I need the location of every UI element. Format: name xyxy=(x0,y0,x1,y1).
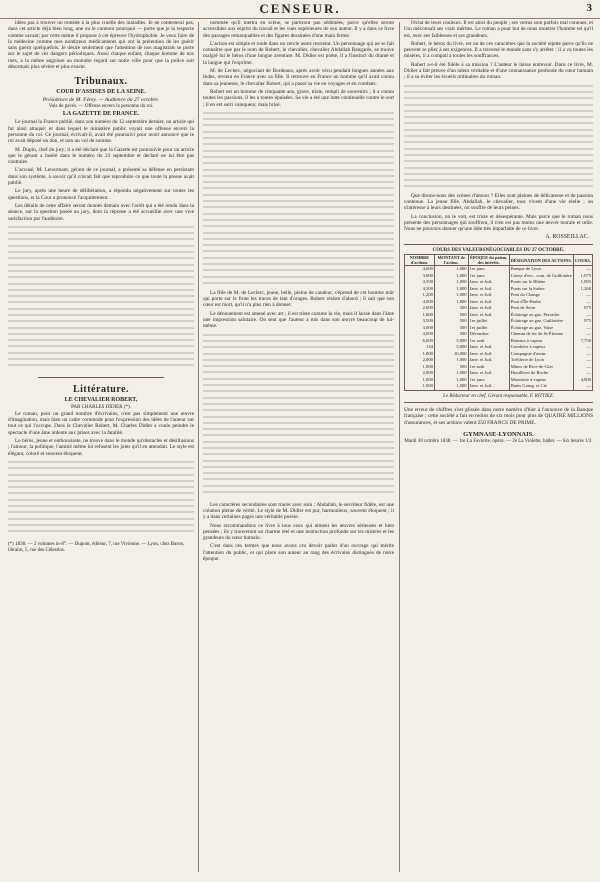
table-header-row xyxy=(405,255,593,266)
table-cell: Pont du Change xyxy=(509,292,573,299)
table-cell: 1er juillet xyxy=(468,318,509,325)
paragraph: M. de Leclerc, négociant de Bordeaux, après avoir vécu pendant longues années aux Indes, revient en France avec sa fille. Il retrouve en France un homme qu'il avait connu dans sa jeunesse, le chevalier Robert, qui a passé sa vie en voyages et en combats. xyxy=(203,68,394,87)
column-1 xyxy=(8,20,194,874)
table-cell: Pont d'Île-Barbe xyxy=(509,299,573,306)
table-cell: Éclairage au gaz, Guillotière xyxy=(509,318,573,325)
table-cell: Mines de Rive-de-Gier xyxy=(509,364,573,371)
paragraph: Le dénouement est amené avec art ; il est triste comme la vie, mais il laisse dans l'âme une impression salutaire. On sent que l'auteur a mis dans son œuvre beaucoup de lui-même. xyxy=(203,310,394,330)
column-2 xyxy=(203,20,394,874)
paragraph: idées pas à trouver un remède à la plus cruelle des maladies. Je ne contesterai pas, dans cet article déjà bien long, une ou le contenir pourquoi — porte que je la respecte comme savant; par cette même il propose à cet épreuve l'hydrophobie. Je veux faire de la médecine comme mes nombreux médicaments qui ont la prétention de les guérir sans guérir quelquefois. Je désire seulement que l'attention de nos magistrats se porte sur le sujet de ces dangers périodiques. Aussi chaque enfant, chaque homme de nos rues, a la même angoisse au moindre regard sur notre ville pour que la police soit désormais plus sévère et plus exacte. xyxy=(8,20,194,71)
table-cell: Janv. et Juil. xyxy=(468,312,509,319)
table-cell: — xyxy=(573,383,592,390)
column-divider xyxy=(399,22,400,872)
table-cell: 4,000 xyxy=(405,331,435,338)
table-cell: — xyxy=(573,312,592,319)
paragraph: nommée qu'il mettra en scène, se partiront pas sédimées, parce qu'elles seront accessibles aux esprits du travail et les vues supérieures de son auteur. Il y a dans ce livre des passages remarquables et des figures dessinées d'une main ferme. xyxy=(203,20,394,39)
table-cell: 5,000 xyxy=(434,338,468,345)
table-cell: 3,500 xyxy=(405,318,435,325)
table-cell: 1er janv. xyxy=(468,273,509,280)
table-cell: 2,000 xyxy=(405,305,435,312)
column-header: NOMBRE d'actions. xyxy=(405,255,435,266)
paragraph: Robert a-t-il été fidèle à sa mission ? L'auteur le laisse entrevoir. Dans ce livre, M. Didier a fait preuve d'un talent véritable et d'une connaissance profonde du cœur humain ; il a su éviter les écueils ordinaires du roman. xyxy=(404,61,593,81)
paragraph: Le héros, jeune et enthousiaste, ne trouve dans le monde qu'obstacles et désillusions ; l'amour, la politique, l'amitié même lui refusent les joies qu'il en attendait. Le style est élégant, coloré et souvent éloquent. xyxy=(8,438,194,457)
table-cell: 1,000 xyxy=(434,377,468,384)
table-cell: 1,600 xyxy=(405,312,435,319)
table-cell: 4,000 xyxy=(405,266,435,273)
paragraph: L'accusé, M. Lenormant, gérant de ce journal, a présenté sa défense en persistant dans son système, à savoir qu'il n'avait fait que reproduire ce que toute la presse avait publié. xyxy=(8,167,194,187)
table-cell: — xyxy=(573,292,592,299)
table-cell: 1,260 xyxy=(573,286,592,293)
paragraph: Le roman, pour un grand nombre d'écrivains, n'est pas simplement une œuvre d'imagination, mais bien un cadre commode pour l'expression des idées de l'auteur sur tout ce qui l'occupe. Dans le Chevalier Robert, M. Charles Didier a voulu peindre le spectacle d'une âme ardente aux prises avec la fatalité. xyxy=(8,410,194,436)
table-cell: 1er janv. xyxy=(468,377,509,384)
gymnase-title: GYMNASE-LYONNAIS. xyxy=(463,431,534,439)
table-cell: 1,200 xyxy=(405,292,435,299)
table-cell: 500 xyxy=(434,331,468,338)
table-cell: Tréfilerie de Lyon xyxy=(509,357,573,364)
table-cell: Janv. et Juil. xyxy=(468,286,509,293)
table-cell: — xyxy=(573,266,592,273)
work-author: PAR CHARLES DIDIER (*). xyxy=(71,404,131,410)
table-cell: 975 xyxy=(573,318,592,325)
table-cell: Pont de Serin xyxy=(509,305,573,312)
table-cell: 7,750 xyxy=(573,338,592,345)
table-cell: 1,075 xyxy=(573,273,592,280)
table-cell: 875 xyxy=(573,305,592,312)
table-cell: — xyxy=(573,357,592,364)
table-cell: Décembre xyxy=(468,331,509,338)
table-cell: — xyxy=(573,325,592,332)
footnote: (*) 1838. — 2 volumes in-8°. — Dupont, éditeur, 7, rue Vivienne. — Lyon, chez Baron, libraire, 5, rue des Célestins. xyxy=(8,541,185,553)
table-cell: Bateaux à vapeur xyxy=(509,338,573,345)
table-cell: 2,000 xyxy=(405,370,435,377)
table-cell: 500 xyxy=(434,318,468,325)
column-header: COURS. xyxy=(573,255,592,266)
column-3 xyxy=(404,20,593,874)
paragraph: Nous recommandons ce livre à tous ceux qui aiment les œuvres sérieuses et bien pensées ; ils y trouveront un charme réel et une instruction profonde sur les misères et les grandeurs du cœur humain. xyxy=(203,522,394,542)
text-filler xyxy=(8,224,194,374)
work-title: LE CHEVALIER ROBERT, xyxy=(64,396,138,403)
table-cell: 1,000 xyxy=(405,364,435,371)
table-cell: Janv. et Juil. xyxy=(468,370,509,377)
paragraph: Robert est un homme de cinquante ans, grave, triste, rempli de souvenirs ; il a connu toutes les passions, il les a toutes épuisées. Sa vie a été une lutte continuelle contre le sort ; il en est sorti vainqueur, mais brisé. xyxy=(203,88,394,108)
table-cell: Janv. et Juil. xyxy=(468,357,509,364)
text-filler xyxy=(203,110,394,290)
table-cell: Janv. et Juil. xyxy=(468,279,509,286)
table-cell: Bains Grang. et Cie xyxy=(509,383,573,390)
table-cell: Chemin de fer de St-Étienne xyxy=(509,331,573,338)
section-title-litterature: Littérature. xyxy=(72,383,130,395)
table-cell: Ponts sur la Saône xyxy=(509,286,573,293)
paragraph: Que dirons-nous des scènes d'amour ? Elles sont pleines de délicatesse et de passion contenue. La jeune fille, Abdallah, le chevalier, tous vivent d'une vie réelle ; on s'intéresse à leurs destinées, on souffre de leurs peines. xyxy=(404,192,593,212)
column-header: DÉSIGNATION DES ACTIONS. xyxy=(509,255,573,266)
table-cell: 500 xyxy=(434,325,468,332)
table-cell: 4,500 xyxy=(405,286,435,293)
table-cell: 4,500 xyxy=(405,279,435,286)
table-cell: Compagnie d'assur. xyxy=(509,351,573,358)
table-cell: Janv. et Juil. xyxy=(468,292,509,299)
table-cell: Janv. et Juil. xyxy=(468,299,509,306)
gymnase-programme: Mardi 30 octobre 1838. — 1re La Favorite, opéra. — 2e La Violette, ballet. — Six heures 1/2. xyxy=(404,439,593,445)
paragraph: Robert, le héros du livre, est un de ces caractères que la société rejette parce qu'ils ne peuvent se plier à ses exigences. Il a traversé le monde sans s'y arrêter ; il a vu toutes les misères, il a compati à toutes les souffrances. xyxy=(404,40,593,60)
table-cell: — xyxy=(573,344,592,351)
paragraph: C'est dans ces termes que nous avons cru devoir parler d'un ouvrage qui mérite l'attention du public, et qui place son auteur au rang des écrivains distingués de notre époque. xyxy=(203,543,394,563)
text-filler xyxy=(203,332,394,502)
table-cell: Janv. et Juil. xyxy=(468,383,509,390)
column-header: MONTANT de l'action. xyxy=(434,255,468,266)
paragraph: Les caractères secondaires sont tracés avec soin ; Abdallah, le serviteur fidèle, est une création pleine de vérité. Le style de M. Didier est pur, harmonieux, souvent éloquent ; il y a dans certaines pages une véritable poésie. xyxy=(203,501,394,521)
table-cell: 3,000 xyxy=(405,325,435,332)
table-cell: — xyxy=(573,370,592,377)
table-cell: 1er janv. xyxy=(468,266,509,273)
column-divider xyxy=(198,22,199,872)
table-cell: 1er août xyxy=(468,364,509,371)
cours-table xyxy=(404,254,593,391)
text-filler xyxy=(8,459,194,539)
table-cell: 1,000 xyxy=(434,266,468,273)
table-cell: 1,000 xyxy=(434,299,468,306)
table-cell: — xyxy=(573,364,592,371)
table-cell: — xyxy=(573,299,592,306)
table-cell: 500 xyxy=(434,305,468,312)
table-cell: Ponts sur le Rhône xyxy=(509,279,573,286)
table-cell: Monitoire à vapeur xyxy=(509,377,573,384)
table-cell: Janv. et Juil. xyxy=(468,344,509,351)
masthead xyxy=(0,0,600,19)
paragraph: La conclusion, on le voit, est triste et désespérante. Mais parce que le roman nous présente des personnages qui souffrent, il n'en est pas moins une œuvre morale et utile. Nous ne pouvons donner qu'une idée très imparfaite de ce livre. xyxy=(404,213,593,233)
table-cell: 500 xyxy=(434,364,468,371)
table-cell: Gondoles à vapeur xyxy=(509,344,573,351)
paragraph: Les détails de cette affaire seront donnés demain avec l'arrêt qui a été rendu dans la séance, sur la question posée au jury, dont la réponse a été accueillie avec une vive satisfaction par l'auditoire. xyxy=(8,202,194,222)
cours-table-body xyxy=(405,266,593,391)
paragraph: L'action est simple et roule dans un cercle assez restreint. Un personnage qui ne se fait connaître que par le nom de Robert, le chevalier, chevalier Abdallah Rangarès, se trouve malgré lui le héros d'une longue aventure. M. Didier est poète, il a l'instinct du drame et la langue qui l'exprime. xyxy=(203,40,394,66)
table-cell: 3,000 xyxy=(405,273,435,280)
table-cell: 4,000 xyxy=(573,377,592,384)
section-title-tribunaux: Tribunaux. xyxy=(74,76,128,88)
table-cell: Houillères de Roche xyxy=(509,370,573,377)
article-signature: A. ROSSEILLAC. xyxy=(545,234,589,241)
table-cell: 1,000 xyxy=(405,383,435,390)
cours-title: COURS DES VALEURSNÉGOCIABLES DU 27 OCTOBRE. xyxy=(432,248,565,254)
column-header: ÉPOQUE du paiem. des intérêts. xyxy=(469,255,508,266)
paragraph: La fille de M. de Leclerc, jeune, belle, pleine de candeur, s'éprend de cet homme mûr qui porte sur le front les traces de tant d'orages. Robert résiste d'abord ; il sait que son cœur est mort, qu'il n'a plus rien à donner. xyxy=(203,289,394,309)
table-cell: 2,000 xyxy=(405,357,435,364)
court-name: COUR D'ASSISES DE LA SEINE. xyxy=(56,89,146,96)
text-filler xyxy=(404,83,593,193)
divider xyxy=(404,244,593,245)
table-cell: 1,000 xyxy=(434,370,468,377)
table-row xyxy=(405,266,593,273)
table-cell: Éclairage au gaz, Perrache xyxy=(509,312,573,319)
table-cell: Éclairage au gaz, Vaise xyxy=(509,325,573,332)
table-cell: 1,800 xyxy=(405,351,435,358)
paragraph: M. Dupin, chef du jury; il a été déclaré que la Gazette est poursuivie pour un article que le gérant a inséré dans le numéro du 23 septembre et déclaré ne lui être pas contraire. xyxy=(8,146,194,166)
table-cell: — xyxy=(573,331,592,338)
table-cell: 1,000 xyxy=(434,279,468,286)
table-cell: 10,000 xyxy=(434,351,468,358)
presidence-line: Présidence de M. Férey. — Audience du 27 octobre. xyxy=(42,97,160,104)
table-cell: Janv. et Juil. xyxy=(468,305,509,312)
table-cell: 1er juillet xyxy=(468,325,509,332)
divider xyxy=(404,402,593,403)
errata-line: Le Rédacteur en chef, Gérant responsable, F. RITTIEZ. xyxy=(443,393,554,399)
divider xyxy=(38,377,164,378)
table-cell: 1,000 xyxy=(434,273,468,280)
table-cell: — xyxy=(573,351,592,358)
gazette-heading: LA GAZETTE DE FRANCE. xyxy=(62,111,140,118)
table-cell: 1,000 xyxy=(434,292,468,299)
newspaper-title: CENSEUR. xyxy=(259,1,341,16)
table-cell: Janv. et Juil. xyxy=(468,351,509,358)
table-cell: 1,000 xyxy=(434,286,468,293)
table-cell: 1er août xyxy=(468,338,509,345)
table-cell: 1,095 xyxy=(573,279,592,286)
paragraph: l'éclat de leurs couleurs. Il est ainsi du peuple ; ses vertus sont parfois mal connues, et l'on méconnaît ses vrais mérites. Le roman a pour but de nous montrer l'homme tel qu'il est, avec ses faiblesses et ses grandeurs. xyxy=(404,20,593,39)
table-row xyxy=(405,383,593,390)
paragraph: Le journal la France publié, dans son numéro du 12 septembre dernier, un article qui fut ainsi attaqué; et dans lequel le ministère public voyait une offense envers la personne du roi. Ce journal, écrivait-il, avait été poursuivi pour avoir annoncé que le roi avait déposé un don, et non un vol de somme. xyxy=(8,119,194,145)
table-cell: 1,000 xyxy=(434,357,468,364)
table-cell: 5,000 xyxy=(434,344,468,351)
table-cell: 134 xyxy=(405,344,435,351)
banque-notice: Une erreur de chiffres s'est glissée dans notre numéro d'hier à l'annonce de la Banque française ; cette société a fait en moins de six mois pour plus de QUATRE MILLIONS d'assurances, et ses actions valent 250 FRANCS DE PRIME. xyxy=(404,406,593,426)
affaire-line: Vols de pavés. — Offense envers la personne du roi. xyxy=(48,104,154,110)
table-cell: Banque de Lyon xyxy=(509,266,573,273)
table-cell: 6,000 xyxy=(405,338,435,345)
paragraph: Le jury, après une heure de délibération, a répondu négativement sur toutes les questions, et la Cour a prononcé l'acquittement. xyxy=(8,188,194,201)
table-cell: 1,000 xyxy=(405,377,435,384)
table-cell: Caisse d'esc., com. de Guillotière xyxy=(510,272,572,278)
table-cell: 1,000 xyxy=(434,383,468,390)
table-cell: 4,000 xyxy=(405,299,435,306)
table-cell: 500 xyxy=(434,312,468,319)
page-number: 3 xyxy=(586,2,592,14)
